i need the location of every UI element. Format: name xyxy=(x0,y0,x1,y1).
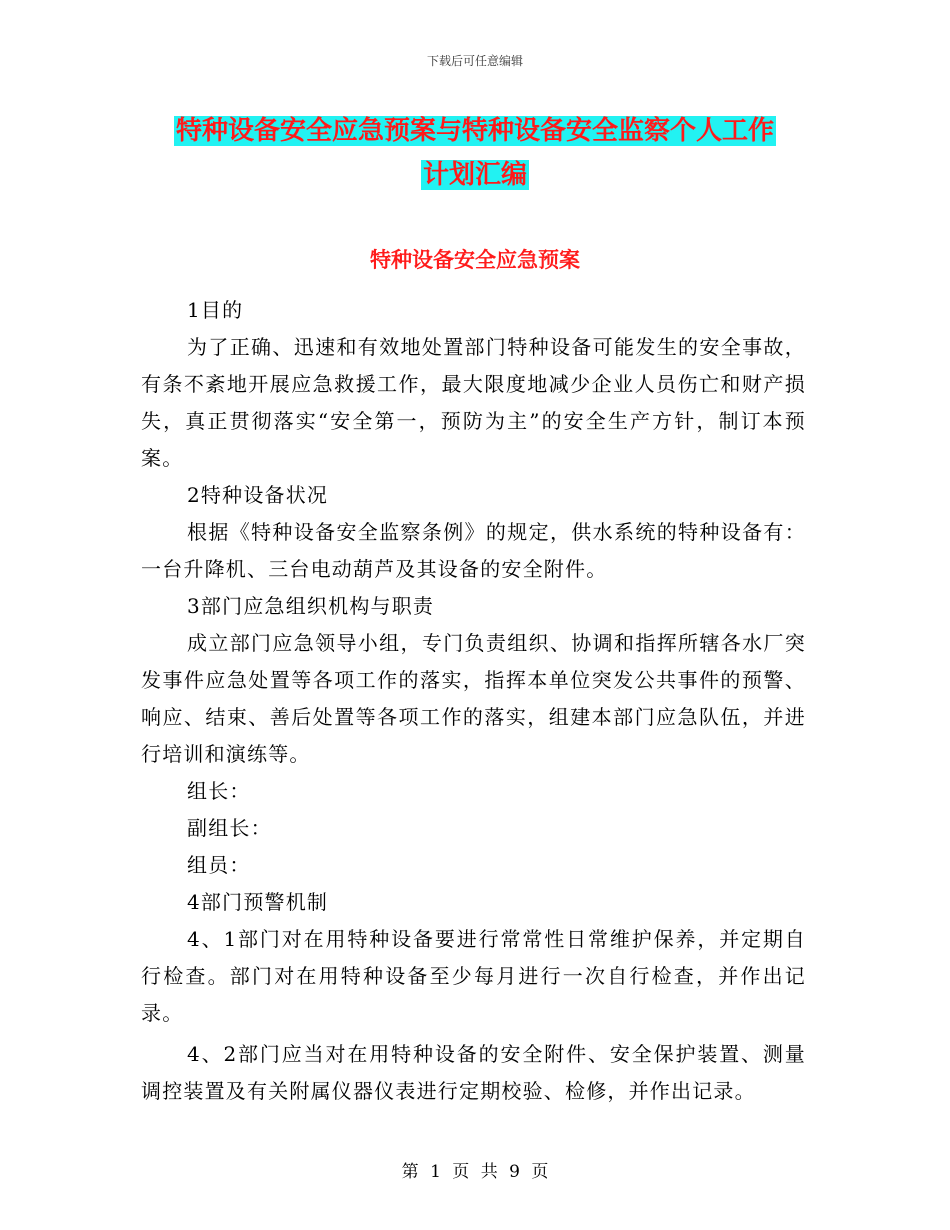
page-header: 下载后可任意编辑 xyxy=(426,54,523,68)
document-title-line-2 xyxy=(0,151,950,199)
page-footer: 第 1 页 共 9 页 xyxy=(401,1162,549,1182)
heading-equipment-status: 2特种设备状况 xyxy=(187,483,329,507)
heading-organization: 3部门应急组织机构与职责 xyxy=(187,594,435,618)
line-leader: 组长： xyxy=(187,779,251,803)
line-deputy-leader: 副组长： xyxy=(187,816,272,840)
heading-warning-mechanism: 4部门预警机制 xyxy=(187,890,329,914)
document-title-text-1: 特种设备安全应急预案与特种设备安全监察个人工作 xyxy=(175,116,774,146)
document-title-line-1 xyxy=(0,107,950,155)
paragraph-equipment-status: 根据《特种设备安全监察条例》的规定，供水系统的特种设备有：一台升降机、三台电动葫芦及其设备的安全附件。 xyxy=(141,520,806,581)
section-title: 特种设备安全应急预案 xyxy=(370,248,580,272)
document-body xyxy=(141,292,806,1110)
document-title-text-2: 计划汇编 xyxy=(422,160,527,190)
paragraph-organization: 成立部门应急领导小组，专门负责组织、协调和指挥所辖各水厂突发事件应急处置等各项工作的落实，指挥本单位突发公共事件的预警、响应、结束、善后处置等各项工作的落实，组建本部门应急队伍，并进行培训和演练等。 xyxy=(141,631,806,766)
paragraph-warning-4-2: 4、2部门应当对在用特种设备的安全附件、安全保护装置、测量调控装置及有关附属仪器仪表进行定期校验、检修，并作出记录。 xyxy=(141,1042,806,1103)
paragraph-warning-4-1: 4、1部门对在用特种设备要进行常常性日常维护保养，并定期自行检查。部门对在用特种设备至少每月进行一次自行检查，并作出记录。 xyxy=(141,927,806,1025)
line-members: 组员： xyxy=(187,853,251,877)
paragraph-purpose: 为了正确、迅速和有效地处置部门特种设备可能发生的安全事故，有条不紊地开展应急救援工作，最大限度地减少企业人员伤亡和财产损失，真正贯彻落实“安全第一，预防为主”的安全生产方针，制订本预案。 xyxy=(141,335,806,470)
heading-purpose: 1目的 xyxy=(187,298,244,322)
